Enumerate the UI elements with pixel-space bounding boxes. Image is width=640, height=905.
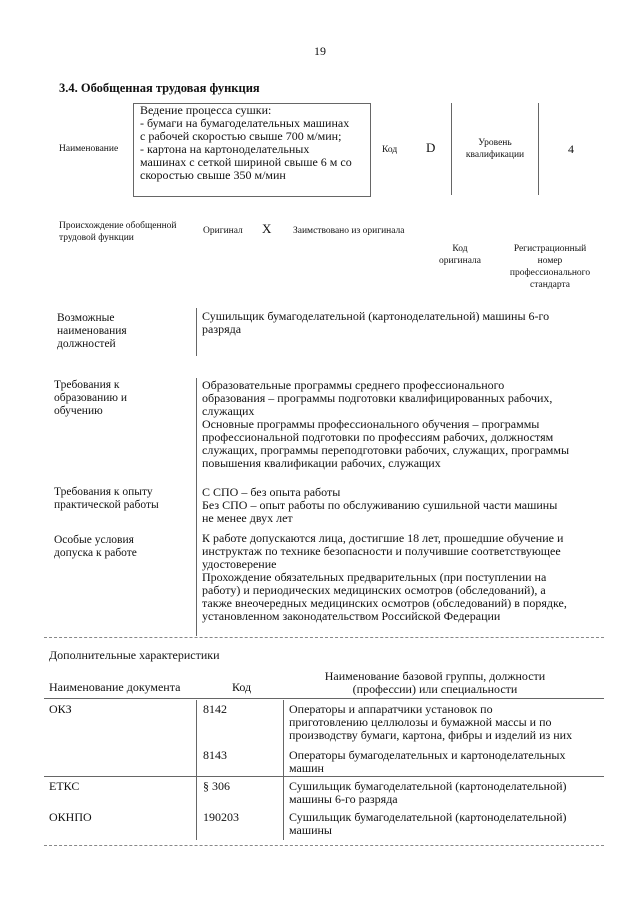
positions-label: Возможные наименования должностей: [57, 312, 127, 350]
col-code-header: Код: [232, 680, 252, 694]
col-name-header: Наименование базовой группы, должности (профессии) или специальности: [324, 669, 546, 696]
table-row-doc: ЕТКС: [49, 779, 80, 793]
experience-value: С СПО – без опыта работы Без СПО – опыт работы по обслуживанию сушильной части машины не менее двух лет: [202, 485, 558, 525]
table-row-code: § 306: [203, 779, 230, 793]
level-label: Уровень квалификации: [465, 138, 525, 160]
table-row-name: Сушильщик бумагоделательной (картоноделательной) машины 6-го разряда: [289, 779, 567, 806]
table-row-doc: ОКЗ: [49, 702, 72, 716]
code-original-label: Код оригинала: [439, 244, 481, 266]
original-label: Оригинал: [203, 226, 243, 236]
table-row-name: Операторы и аппаратчики установок по приготовлению целлюлозы и бумажной массы и по производству бумаги, картона, фибры и изделий из них: [289, 702, 573, 742]
positions-value: Сушильщик бумагоделательной (картоноделательной) машины 6-го разряда: [202, 309, 550, 336]
table-row-code: 8143: [203, 748, 227, 762]
name-value: Ведение процесса сушки: - бумаги на бумагоделательных машинах с рабочей скоростью свыше 700 м/мин; - картона на картоноделательных машинах с сеткой шириной свыше 6 м со скоростью свыше 350 м/мин: [140, 103, 352, 182]
level-value: 4: [568, 142, 574, 156]
education-label: Требования к образованию и обучению: [54, 379, 127, 417]
table-row-name: Операторы бумагоделательных и картоноделательных машин: [289, 748, 566, 775]
code-value: D: [426, 140, 436, 155]
table-row-doc: ОКНПО: [49, 810, 92, 824]
education-value: Образовательные программы среднего профессионального образования – программы подготовки квалифицированных рабочих, служащих Основные программы профессионального обучения – программы профессиональной подготовки по профессиям рабочих, должностям служащих, программы переподготовки рабочих, служащих, программы повышения квалификации рабочих, служащих: [202, 378, 570, 470]
table-row-code: 190203: [203, 810, 239, 824]
section-title: 3.4. Обобщенная трудовая функция: [59, 81, 260, 95]
original-mark: X: [262, 221, 272, 236]
registration-number-label: Регистрационный номер профессионального стандарта: [509, 244, 591, 290]
name-label: Наименование: [59, 144, 119, 154]
origin-label: Происхождение обобщенной трудовой функции: [59, 221, 177, 243]
page-number: 19: [314, 44, 326, 58]
table-row-code: 8142: [203, 702, 227, 716]
experience-label: Требования к опыту практической работы: [54, 486, 159, 511]
conditions-label: Особые условия допуска к работе: [54, 534, 137, 559]
table-row-name: Сушильщик бумагоделательной (картоноделательной) машины: [289, 810, 567, 837]
col-doc-header: Наименование документа: [49, 680, 181, 694]
code-label: Код: [382, 145, 398, 155]
conditions-value: К работе допускаются лица, достигшие 18 лет, прошедшие обучение и инструктаж по технике безопасности и получившие соответствующее удостоверение Прохождение обязательных предварительных (при поступлении на работу) и периодических медицинских осмотров (обследований), а также внеочередных медицинских осмотров (обследований) в порядке, установленном законодательством Российской Федерации: [202, 531, 567, 623]
borrowed-label: Заимствовано из оригинала: [293, 226, 405, 236]
additional-title: Дополнительные характеристики: [49, 648, 220, 662]
